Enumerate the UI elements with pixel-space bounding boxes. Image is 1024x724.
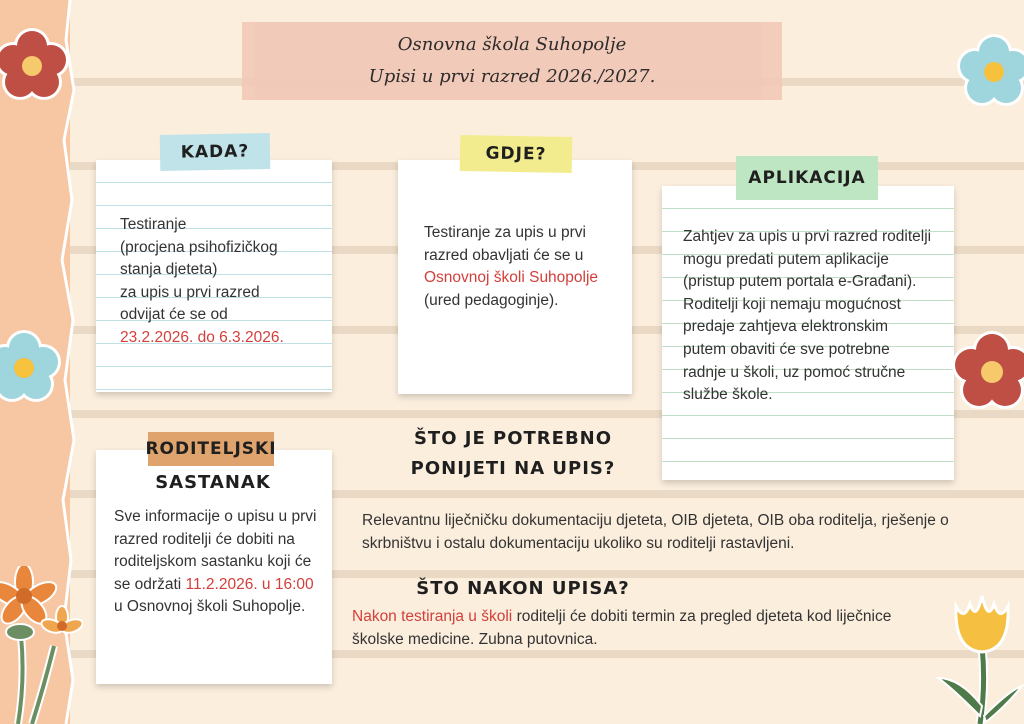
- gdje-location: Osnovnoj školi Suhopolje: [424, 269, 599, 287]
- gdje-label: GDJE?: [460, 135, 573, 173]
- title-banner: [242, 22, 782, 100]
- yellow-tulip-icon: [930, 566, 1024, 724]
- potrebno-heading: ŠTO JE POTREBNO PONIJETI NA UPIS?: [410, 428, 616, 479]
- kada-label: KADA?: [160, 133, 271, 171]
- red-flower-icon: [0, 22, 70, 106]
- sastanak-date: 11.2.2026. u 16:00: [185, 575, 314, 593]
- sastanak-label-2: SASTANAK: [155, 472, 271, 493]
- page-title: Upisi u prvi razred 2026./2027.: [368, 66, 656, 87]
- school-name: Osnovna škola Suhopolje: [397, 34, 627, 55]
- aplikacija-label: APLIKACIJA: [736, 156, 878, 200]
- kada-dates: 23.2.2026. do 6.3.2026.: [120, 328, 284, 346]
- nakon-heading: ŠTO NAKON UPISA?: [416, 578, 630, 599]
- blue-flower-icon: [952, 30, 1024, 114]
- sastanak-label-1: RODITELJSKI: [148, 432, 274, 466]
- red-flower-icon: [946, 326, 1024, 416]
- kada-text: Testiranje (procjena psihofizičkog stanja djeteta) za upis u prvi razred odvijat će se od 23.2.2026. do 6.3.2026.: [120, 214, 320, 350]
- gdje-text: Testiranje za upis u prvi razred obavljati će se u Osnovnoj školi Suhopolje (ured pedagoginje).: [424, 224, 599, 309]
- nakon-text: Nakon testiranja u školi roditelji će dobiti termin za pregled djeteta kod liječnice školske medicine. Zubna putovnica.: [352, 608, 892, 648]
- blue-flower-icon: [0, 326, 66, 410]
- aplikacija-text: Zahtjev za upis u prvi razred roditelji mogu predati putem aplikacije (pristup putem portala e-Građani). Roditelji koji nemaju mogućnost predaje zahtjeva elektronskim putem obaviti će sve potrebne radnje u školi, uz pomoć stručne službe škole.: [683, 228, 932, 404]
- orange-flower-icon: [0, 566, 92, 724]
- nakon-highlight: Nakon testiranja u školi: [352, 608, 513, 625]
- potrebno-text: Relevantnu liječničku dokumentaciju djeteta, OIB djeteta, OIB oba roditelja, rješenje o skrbništvu i ostalu dokumentaciju ukoliko su roditelji rastavljeni.: [362, 512, 949, 552]
- sastanak-text: Sve informacije o upisu u prvi razred roditelji će dobiti na roditeljskom sastanku koji će se održati 11.2.2026. u 16:00 u Osnovnoj školi Suhopolje.: [114, 508, 317, 616]
